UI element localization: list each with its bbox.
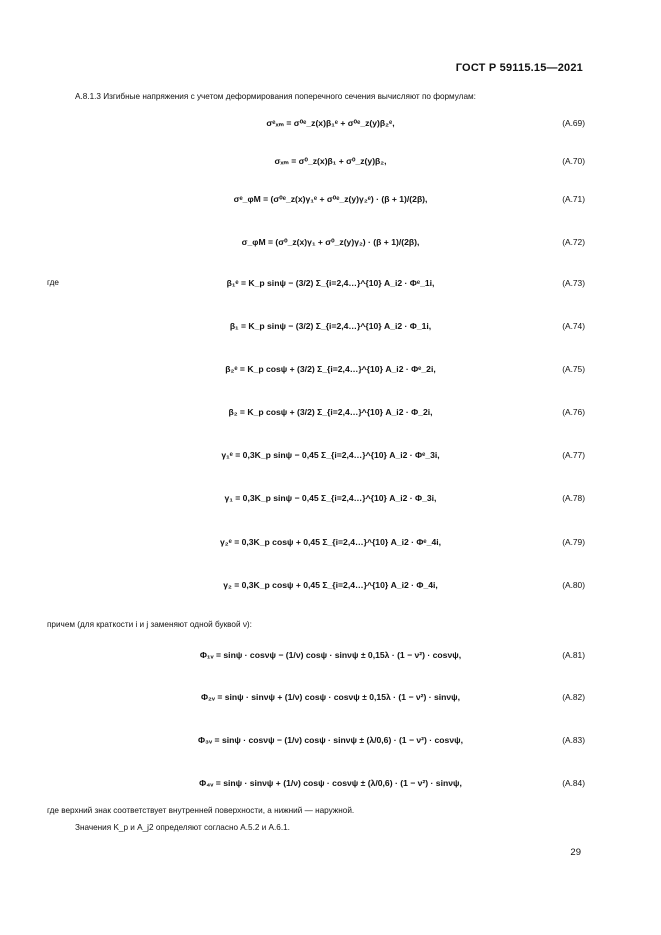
values-note: Значения K_p и A_j2 определяют согласно А.5.2 и А.6.1. bbox=[75, 823, 290, 832]
formula: Φ₃ᵥ = sinψ · cosνψ − (1/ν) cosψ · sinνψ ± (λ/0,6) · (1 − ν²) · cosνψ, bbox=[198, 735, 463, 745]
equation-a80 bbox=[0, 572, 661, 598]
formula: β₁ᵉ = K_p sinψ − (3/2) Σ_{i=2,4…}^{10} A_i2 · Φᵉ_1i, bbox=[226, 278, 435, 288]
equation-a76 bbox=[0, 399, 661, 425]
abbreviation-note: причем (для краткости i и j заменяют одной буквой ν): bbox=[47, 620, 252, 629]
equation-a82 bbox=[0, 684, 661, 710]
equation-number: (А.82) bbox=[562, 692, 585, 702]
equation-number: (А.69) bbox=[562, 118, 585, 128]
formula: σ_φM = (σ⁰_z(x)γ₁ + σ⁰_z(y)γ₂) · (β + 1)/(2β), bbox=[241, 237, 420, 247]
formula: Φ₁ᵥ = sinψ · cosνψ − (1/ν) cosψ · sinνψ ± 0,15λ · (1 − ν²) · cosνψ, bbox=[199, 650, 462, 660]
formula: σᵉ_φM = (σ⁰ᵉ_z(x)γ₁ᵉ + σ⁰ᵉ_z(y)γ₂ᵉ) · (β + 1)/(2β), bbox=[233, 194, 428, 204]
page-number: 29 bbox=[570, 847, 581, 858]
equation-number: (А.75) bbox=[562, 364, 585, 374]
equation-number: (А.70) bbox=[562, 156, 585, 166]
equation-a74 bbox=[0, 313, 661, 339]
document-header: ГОСТ Р 59115.15—2021 bbox=[455, 62, 583, 74]
formula: Φ₂ᵥ = sinψ · sinνψ + (1/ν) cosψ · cosνψ ± 0,15λ · (1 − ν²) · sinνψ, bbox=[200, 692, 461, 702]
formula: β₂ᵉ = K_p cosψ + (3/2) Σ_{i=2,4…}^{10} A_i2 · Φᵉ_2i, bbox=[225, 364, 436, 374]
formula: β₁ = K_p sinψ − (3/2) Σ_{i=2,4…}^{10} A_i2 · Φ_1i, bbox=[229, 321, 432, 331]
equation-a70 bbox=[0, 148, 661, 174]
equation-a73 bbox=[0, 270, 661, 296]
equation-number: (А.79) bbox=[562, 537, 585, 547]
equation-number: (А.74) bbox=[562, 321, 585, 331]
equation-a83 bbox=[0, 727, 661, 753]
formula: σᵉₓₘ = σ⁰ᵉ_z(x)β₁ᵉ + σ⁰ᵉ_z(y)β₂ᵉ, bbox=[266, 118, 395, 128]
equation-number: (А.77) bbox=[562, 450, 585, 460]
equation-number: (А.81) bbox=[562, 650, 585, 660]
equation-number: (А.71) bbox=[562, 194, 585, 204]
equation-a84 bbox=[0, 770, 661, 796]
equation-number: (А.84) bbox=[562, 778, 585, 788]
where-label: где bbox=[47, 278, 59, 287]
section-intro: А.8.1.3 Изгибные напряжения с учетом деформирования поперечного сечения вычисляют по формулам: bbox=[75, 92, 476, 101]
formula: γ₁ᵉ = 0,3K_p sinψ − 0,45 Σ_{i=2,4…}^{10} A_i2 · Φᵉ_3i, bbox=[221, 450, 440, 460]
equation-number: (А.78) bbox=[562, 493, 585, 503]
equation-number: (А.83) bbox=[562, 735, 585, 745]
formula: σₓₘ = σ⁰_z(x)β₁ + σ⁰_z(y)β₂, bbox=[274, 156, 387, 166]
equation-a75 bbox=[0, 356, 661, 382]
sign-note: где верхний знак соответствует внутренней поверхности, а нижний — наружной. bbox=[47, 806, 355, 815]
equation-a72 bbox=[0, 229, 661, 255]
equation-a78 bbox=[0, 485, 661, 511]
equation-a79 bbox=[0, 529, 661, 555]
equation-number: (А.76) bbox=[562, 407, 585, 417]
equation-number: (А.72) bbox=[562, 237, 585, 247]
formula: β₂ = K_p cosψ + (3/2) Σ_{i=2,4…}^{10} A_i2 · Φ_2i, bbox=[228, 407, 433, 417]
formula: γ₁ = 0,3K_p sinψ − 0,45 Σ_{i=2,4…}^{10} A_i2 · Φ_3i, bbox=[224, 493, 437, 503]
equation-a71 bbox=[0, 186, 661, 212]
equation-a77 bbox=[0, 442, 661, 468]
formula: γ₂ᵉ = 0,3K_p cosψ + 0,45 Σ_{i=2,4…}^{10} A_i2 · Φᵉ_4i, bbox=[219, 537, 442, 547]
equation-a69 bbox=[0, 110, 661, 136]
formula: Φ₄ᵥ = sinψ · sinνψ + (1/ν) cosψ · cosνψ ± (λ/0,6) · (1 − ν²) · sinνψ, bbox=[199, 778, 462, 788]
equation-number: (А.80) bbox=[562, 580, 585, 590]
formula: γ₂ = 0,3K_p cosψ + 0,45 Σ_{i=2,4…}^{10} A_i2 · Φ_4i, bbox=[223, 580, 438, 590]
equation-number: (А.73) bbox=[562, 278, 585, 288]
equation-a81 bbox=[0, 642, 661, 668]
